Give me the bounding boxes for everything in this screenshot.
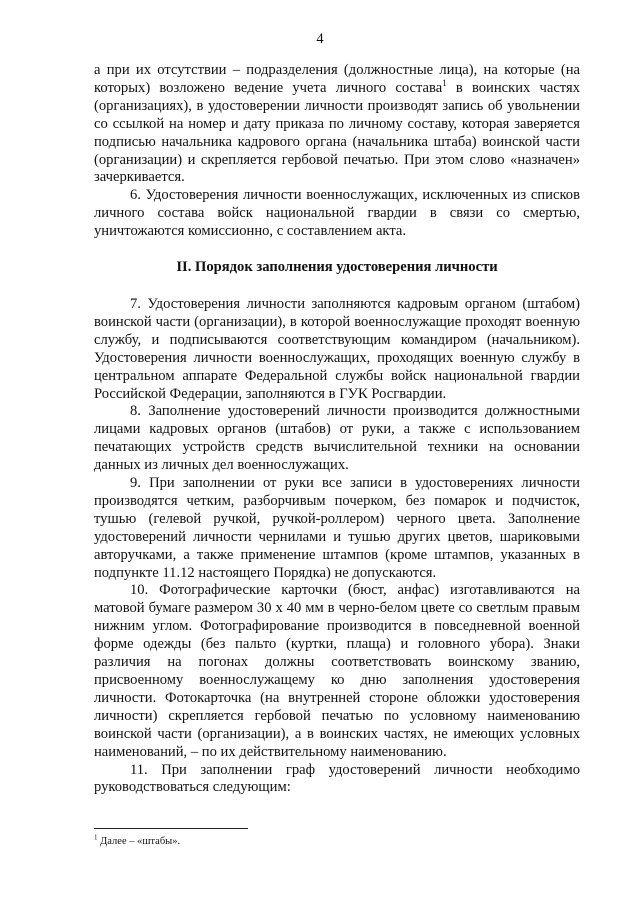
document-body: [94, 62, 580, 797]
paragraph-10: 10. Фотографические карточки (бюст, анфас) изготавливаются на матовой бумаге размером 30 х 40 мм в черно-белом цвете со светлым правым нижним углом. Фотографирование производится в повседневной военной форме одежды (без пальто (куртки, плаща) и головного убора). Знаки различия на погонах должны соответствовать воинскому званию, присвоенному военнослужащему ко дню заполнения удостоверения личности. Фотокарточка (на внутренней стороне обложки удостоверения личности) скрепляется гербовой печатью по условному наименованию воинской части (организации), а в воинских частях, не имеющих условных наименований, – по их действительному наименованию.: [94, 582, 580, 760]
paragraph-7: 7. Удостоверения личности заполняются кадровым органом (штабом) воинской части (организации), в которой военнослужащие проходят военную службу, и подписываются соответствующим командиром (начальником). Удостоверения личности военнослужащих, проходящих военную службу в центральном аппарате Федеральной службы войск национальной гвардии Российской Федерации, заполняются в ГУК Росгвардии.: [94, 295, 580, 402]
footnote-text: Далее – «штабы».: [97, 836, 181, 847]
paragraph-text: а при их отсутствии – подразделения (должностные лица), на которые (на которых) возложено ведение учета личного состава: [94, 62, 580, 96]
section-heading: II. Порядок заполнения удостоверения личности: [176, 259, 498, 276]
paragraph-6: 6. Удостоверения личности военнослужащих, исключенных из списков личного состава войск национальной гвардии в связи со смертью, уничтожаются комиссионно, с составлением акта.: [94, 187, 580, 240]
page-number: 4: [316, 31, 324, 47]
paragraph-continuation: [94, 62, 580, 187]
paragraph-8: 8. Заполнение удостоверений личности производится должностными лицами кадровых органов (штабов) от руки, а также с использованием печатающих устройств средств вычислительной техники на основании данных из личных дел военнослужащих.: [94, 403, 580, 474]
footnote-separator: [94, 828, 248, 829]
paragraph-text: в воинских частях (организациях), в удостоверении личности производят запись об увольнении со ссылкой на номер и дату приказа по личному составу, которая заверяется подписью начальника кадрового органа (начальника штаба) воинской части (организации) и скрепляется гербовой печатью. При этом слово «назначен» зачеркивается.: [94, 79, 581, 186]
footnote: [94, 835, 580, 848]
paragraph-9: 9. При заполнении от руки все записи в удостоверениях личности производятся четким, разборчивым почерком, без помарок и подчисток, тушью (гелевой ручкой, ручкой-роллером) черного цвета. Заполнение удостоверений личности чернилами и тушью других цветов, шариковыми авторучками, а также применение штампов (кроме штампов, указанных в подпункте 11.12 настоящего Порядка) не допускаются.: [94, 475, 580, 581]
footnote-marker: 1: [94, 833, 98, 842]
footnote-reference[interactable]: 1: [442, 78, 447, 89]
paragraph-11: 11. При заполнении граф удостоверений личности необходимо руководствоваться следующим:: [94, 761, 580, 796]
